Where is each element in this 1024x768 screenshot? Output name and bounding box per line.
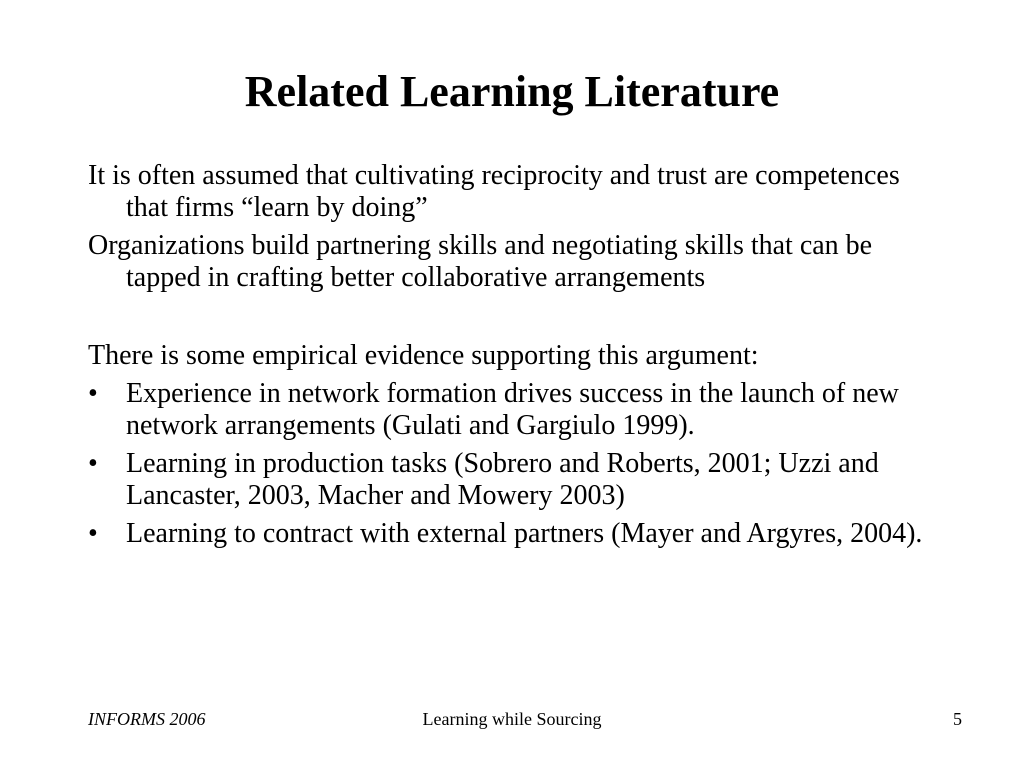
bullet-text: Learning in production tasks (Sobrero and Roberts, 2001; Uzzi and Lancaster, 2003, Macher and Mowery 2003): [126, 448, 879, 511]
bullet-item-contracting: [88, 518, 948, 550]
bullet-icon: •: [88, 518, 98, 549]
paragraph-partnering-skills: Organizations build partnering skills and negotiating skills that can be tapped in crafting better collaborative arrangements: [88, 230, 873, 293]
paragraph-reciprocity-trust: It is often assumed that cultivating reciprocity and trust are competences that firms “learn by doing”: [88, 160, 900, 223]
slide-title: Related Learning Literature: [244, 67, 780, 116]
bullet-icon: •: [88, 448, 98, 479]
paragraph-spacer: [88, 300, 948, 340]
bullet-item-network-formation: [88, 378, 948, 442]
bullet-text: Learning to contract with external partners (Mayer and Argyres, 2004).: [126, 518, 923, 549]
footer-presentation-title: Learning while Sourcing: [422, 709, 602, 729]
bullet-item-production-tasks: [88, 448, 948, 512]
footer-conference: INFORMS 2006: [88, 709, 206, 729]
slide-body: [88, 160, 948, 556]
evidence-intro: There is some empirical evidence supporting this argument:: [88, 340, 759, 371]
bullet-text: Experience in network formation drives success in the launch of new network arrangements (Gulati and Gargiulo 1999).: [126, 378, 899, 441]
footer-page-number: 5: [953, 709, 962, 729]
bullet-icon: •: [88, 378, 98, 409]
